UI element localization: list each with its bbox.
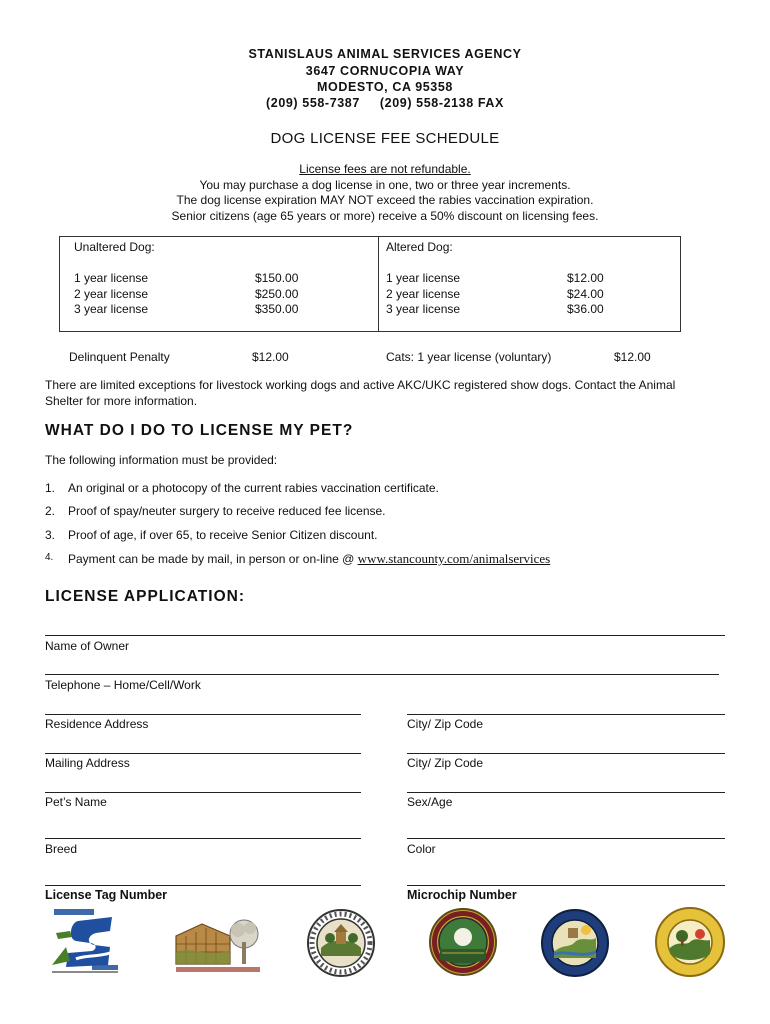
howto-intro: The following information must be provided: [45, 453, 278, 467]
altered-label-1: 1 year license [386, 271, 461, 285]
altered-label-3: 3 year license [386, 302, 461, 316]
residence-label: Residence Address [45, 717, 149, 731]
application-heading: LICENSE APPLICATION: [45, 588, 245, 605]
unaltered-price-2: $250.00 [255, 287, 299, 301]
unaltered-price-1: $150.00 [255, 271, 299, 285]
delinquent-label: Delinquent Penalty [69, 350, 170, 364]
telephone-line[interactable] [45, 674, 719, 675]
pet-name-line[interactable] [45, 792, 361, 793]
microchip-label: Microchip Number [407, 888, 517, 902]
stanislaus-county-logo [48, 907, 128, 975]
howto-num-3: 3. [45, 528, 56, 542]
city-of-modesto-logo [172, 912, 264, 976]
unaltered-label-2: 2 year license [74, 287, 149, 301]
altered-label-2: 2 year license [386, 287, 461, 301]
refund-note: License fees are not refundable. [299, 162, 471, 176]
exceptions-line-2: Shelter for more information. [45, 394, 198, 408]
animal-services-link[interactable]: www.stancounty.com/animalservices [357, 551, 551, 566]
city-zip-2-line[interactable] [407, 753, 725, 754]
altered-header: Altered Dog: [386, 240, 453, 254]
unaltered-price-3: $350.00 [255, 302, 299, 316]
altered-price-3: $36.00 [567, 302, 604, 316]
city-of-patterson-seal [428, 907, 498, 977]
residence-line[interactable] [45, 714, 361, 715]
agency-fax: (209) 558-2138 FAX [379, 96, 504, 110]
name-owner-line[interactable] [45, 635, 725, 636]
unaltered-label-3: 3 year license [74, 302, 149, 316]
page-title: DOG LICENSE FEE SCHEDULE [270, 130, 500, 147]
agency-name: STANISLAUS ANIMAL SERVICES AGENCY [248, 47, 522, 61]
name-owner-label: Name of Owner [45, 639, 130, 653]
sex-age-line[interactable] [407, 792, 725, 793]
agency-street: 3647 CORNUCOPIA WAY [305, 64, 465, 78]
altered-price-2: $24.00 [567, 287, 604, 301]
delinquent-price: $12.00 [252, 350, 289, 364]
mailing-label: Mailing Address [45, 756, 130, 770]
breed-line[interactable] [45, 838, 361, 839]
mailing-line[interactable] [45, 753, 361, 754]
increments-note: You may purchase a dog license in one, two or three year increments. [199, 178, 571, 192]
howto-heading: WHAT DO I DO TO LICENSE MY PET? [45, 422, 354, 439]
howto-item-4 [68, 551, 550, 567]
howto-num-4: 4. [45, 552, 54, 563]
city-zip-1-line[interactable] [407, 714, 725, 715]
unaltered-label-1: 1 year license [74, 271, 149, 285]
city-zip-2-label: City/ Zip Code [407, 756, 484, 770]
microchip-line[interactable] [407, 885, 725, 886]
fee-table-divider [378, 236, 379, 332]
howto-item-2: Proof of spay/neuter surgery to receive reduced fee license. [68, 504, 386, 518]
telephone-label: Telephone – Home/Cell/Work [45, 678, 201, 692]
color-line[interactable] [407, 838, 725, 839]
city-of-waterford-seal [540, 908, 610, 978]
cats-price: $12.00 [614, 350, 651, 364]
agency-phone-line [0, 95, 770, 112]
city-zip-1-label: City/ Zip Code [407, 717, 484, 731]
agency-city: MODESTO, CA 95358 [317, 80, 453, 94]
howto-item-3: Proof of age, if over 65, to receive Senior Citizen discount. [68, 528, 378, 542]
city-of-hughson-seal [654, 906, 726, 978]
color-label: Color [407, 842, 436, 856]
tag-line[interactable] [45, 885, 361, 886]
howto-num-1: 1. [45, 481, 56, 495]
expiration-note: The dog license expiration MAY NOT exceed the rabies vaccination expiration. [176, 193, 594, 207]
howto-item-1: An original or a photocopy of the current rabies vaccination certificate. [68, 481, 439, 495]
altered-price-1: $12.00 [567, 271, 604, 285]
howto-num-2: 2. [45, 504, 56, 518]
howto-item-4-text: Payment can be made by mail, in person or on-line @ [68, 552, 358, 566]
tag-label: License Tag Number [45, 888, 168, 902]
sex-age-label: Sex/Age [407, 795, 453, 809]
exceptions-line-1: There are limited exceptions for livestock working dogs and active AKC/UKC registered show dogs. Contact the Animal [45, 378, 676, 392]
pet-name-label: Pet’s Name [45, 795, 107, 809]
agency-phone: (209) 558-7387 [266, 96, 360, 110]
senior-note: Senior citizens (age 65 years or more) receive a 50% discount on licensing fees. [171, 209, 599, 223]
unaltered-header: Unaltered Dog: [74, 240, 155, 254]
city-of-ceres-seal [306, 908, 376, 978]
cats-label: Cats: 1 year license (voluntary) [386, 350, 552, 364]
breed-label: Breed [45, 842, 78, 856]
